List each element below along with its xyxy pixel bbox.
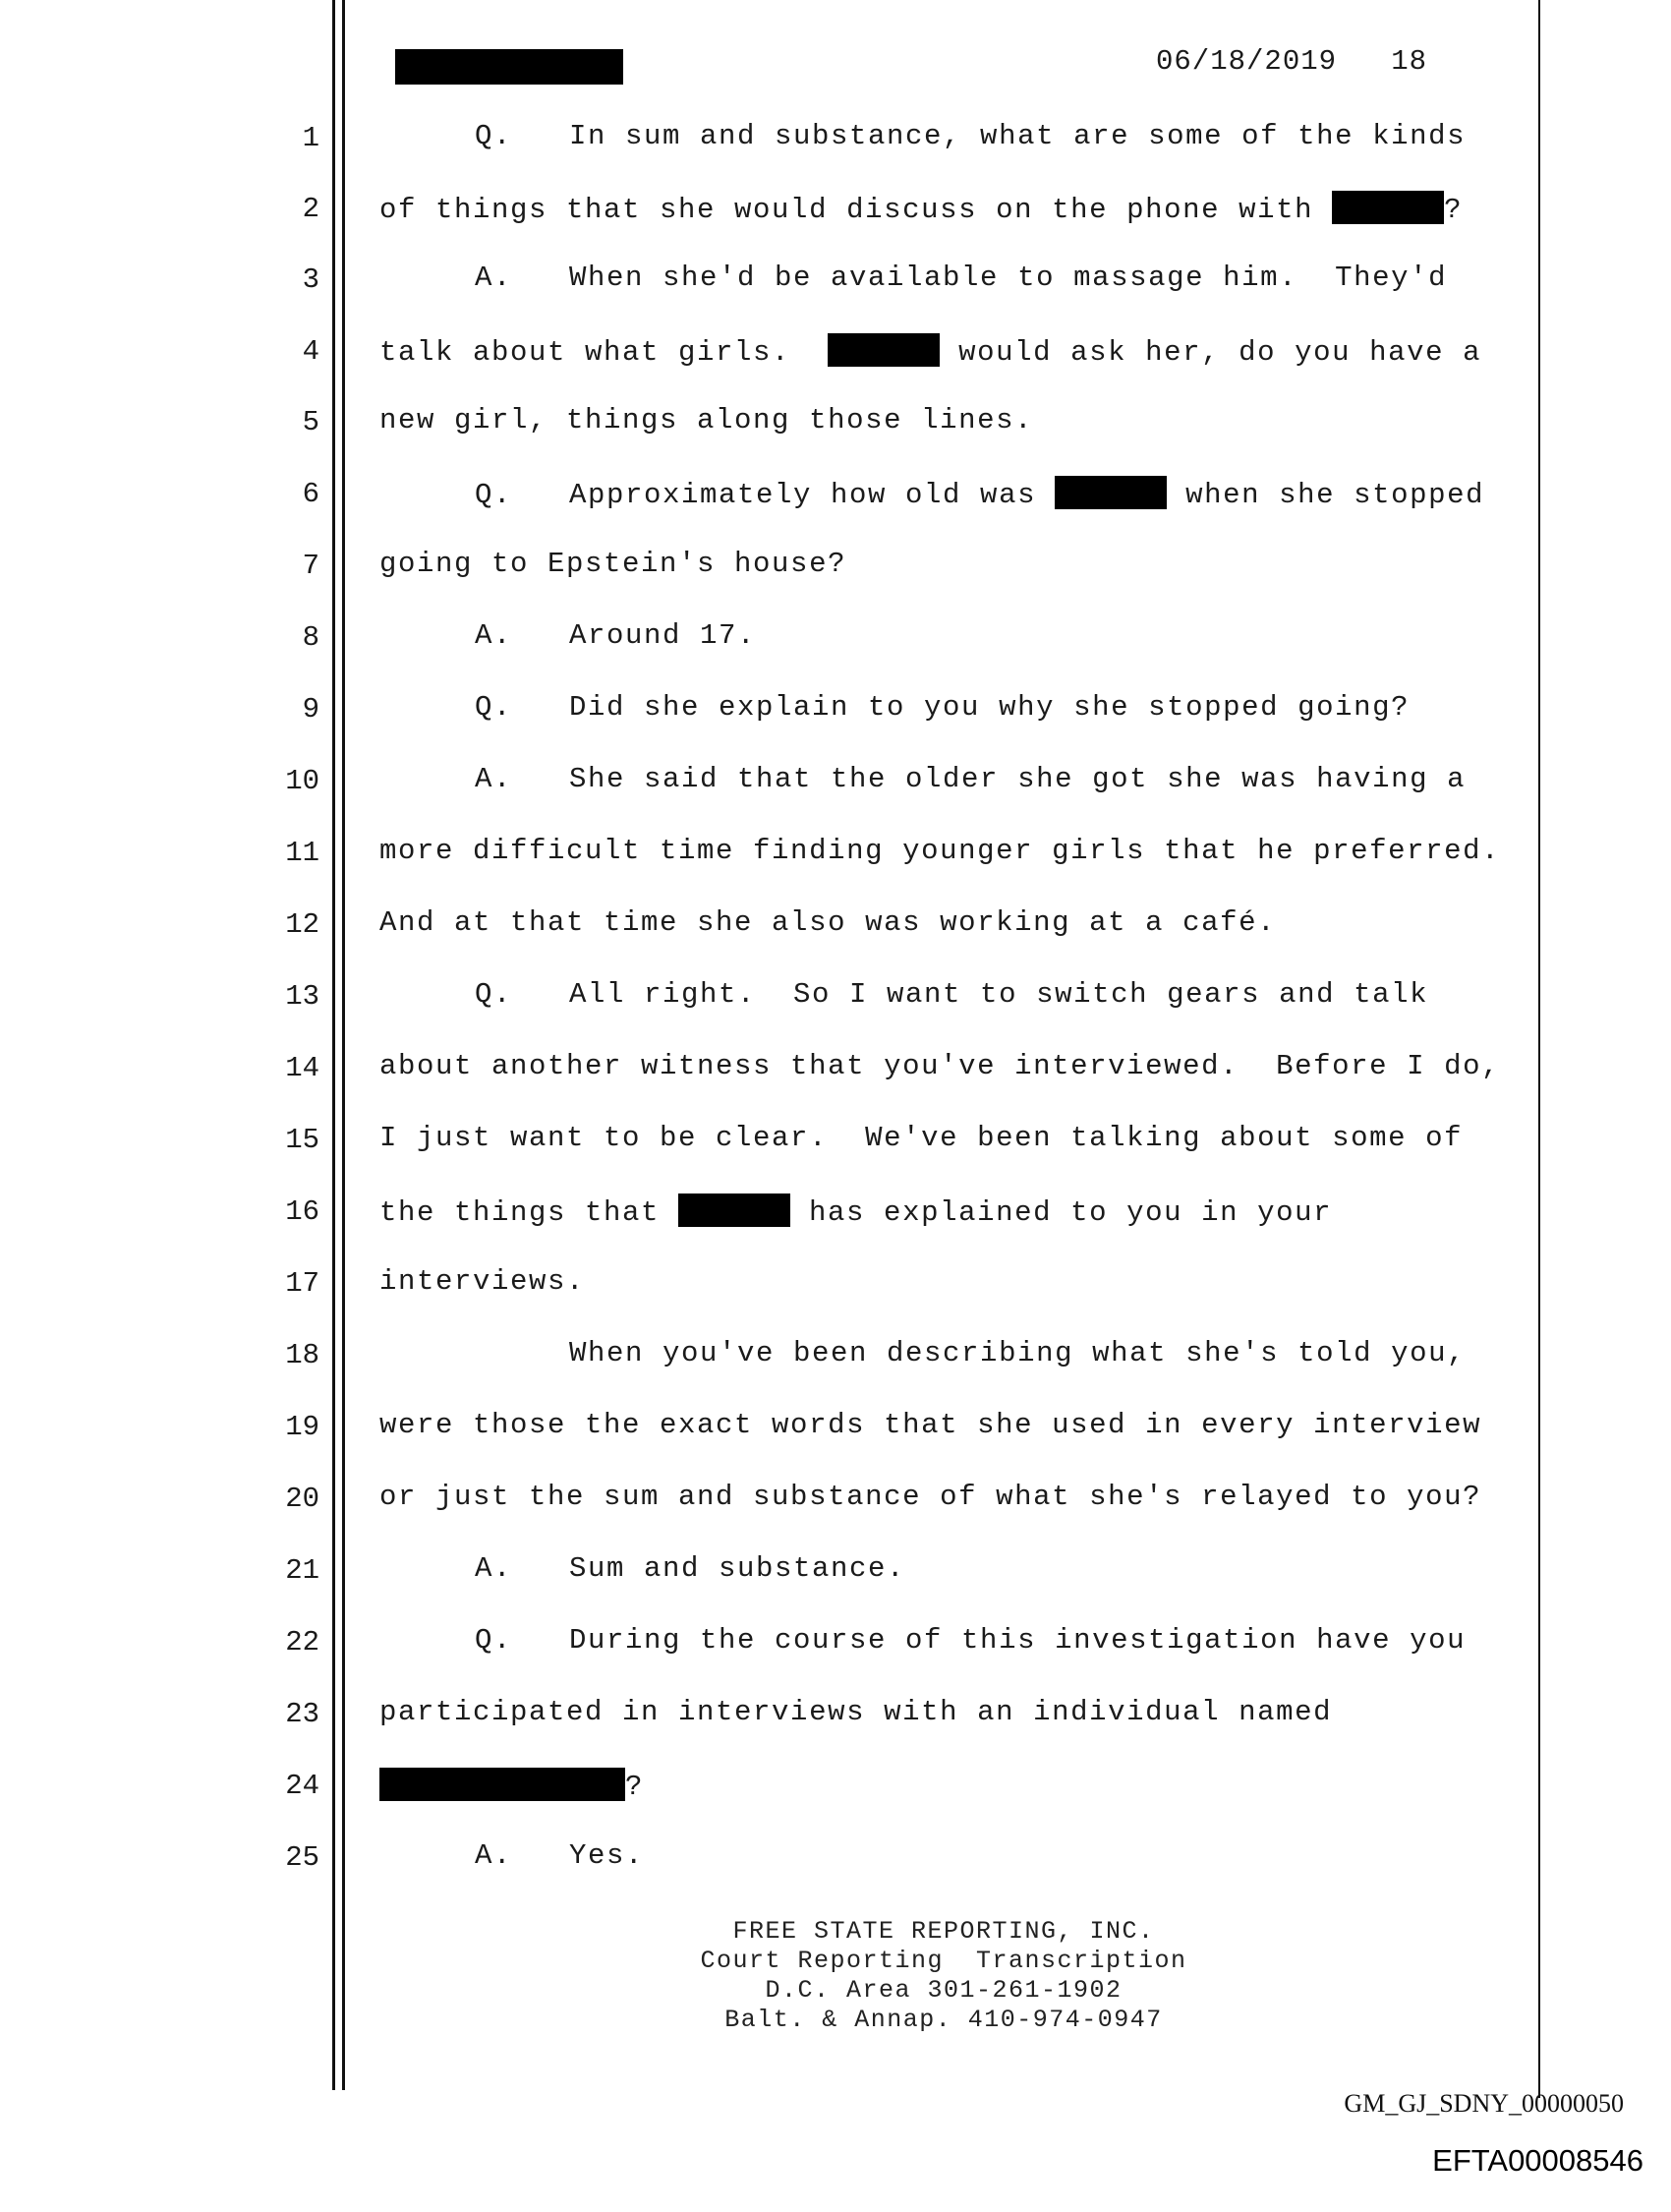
transcript-line [379, 262, 1447, 294]
transcript-line: going to Epstein's house? [379, 548, 847, 580]
line-number: 20 [285, 1483, 319, 1515]
speaker-label: Q. [475, 978, 513, 1011]
line-number: 13 [285, 980, 319, 1013]
transcript-line [379, 691, 1410, 724]
transcript-line [379, 1552, 905, 1585]
line-content: talk about what girls. [379, 336, 829, 369]
line-content: Sum and substance. [569, 1552, 906, 1585]
transcript-line: or just the sum and substance of what she's relayed to you? [379, 1481, 1482, 1513]
reporter-footer [590, 1917, 1297, 2035]
transcript-line: participated in interviews with an individual named [379, 1696, 1333, 1728]
speaker-label: Q. [475, 120, 513, 152]
transcript-line [379, 476, 1484, 511]
line-number: 25 [285, 1841, 319, 1874]
transcript-line: new girl, things along those lines. [379, 404, 1034, 437]
line-content: When she'd be available to massage him. They'd [569, 262, 1448, 294]
line-number: 1 [302, 122, 319, 154]
transcript-line [379, 1193, 1332, 1229]
speaker-label: Q. [475, 1624, 513, 1657]
line-number: 3 [302, 263, 319, 296]
transcript-line: were those the exact words that she used in every interview [379, 1409, 1482, 1441]
header-redaction-box [395, 49, 623, 85]
transcript-line [379, 1337, 1466, 1369]
transcript-line [379, 619, 756, 652]
line-number: 23 [285, 1698, 319, 1730]
line-number: 4 [302, 335, 319, 368]
line-number: 12 [285, 908, 319, 941]
speaker-label: A. [475, 763, 513, 795]
margin-rule-right [1538, 0, 1540, 2098]
line-number: 21 [285, 1554, 319, 1587]
line-number: 16 [285, 1195, 319, 1228]
line-content: Did she explain to you why she stopped going? [569, 691, 1411, 724]
line-content: All right. So I want to switch gears and talk [569, 978, 1429, 1011]
transcript-line: interviews. [379, 1265, 586, 1298]
line-number: 17 [285, 1267, 319, 1300]
bates-number: GM_GJ_SDNY_00000050 [1344, 2089, 1624, 2118]
line-content: ? [1444, 194, 1464, 226]
transcript-line: I just want to be clear. We've been talking about some of [379, 1122, 1464, 1154]
line-content: When you've been describing what she's told you, [569, 1337, 1467, 1369]
transcript-line [379, 978, 1428, 1011]
line-number: 5 [302, 406, 319, 438]
transcript-line [379, 1624, 1466, 1657]
transcript-line [379, 191, 1463, 226]
line-content: During the course of this investigation have you [569, 1624, 1467, 1657]
line-content: has explained to you in your [790, 1196, 1333, 1229]
speaker-label: Q. [475, 691, 513, 724]
line-number: 9 [302, 693, 319, 726]
line-number: 7 [302, 550, 319, 582]
line-content: when she stopped [1167, 479, 1485, 511]
margin-rule-left-inner [342, 0, 345, 2090]
transcript-line [379, 763, 1466, 795]
speaker-label: A. [475, 619, 513, 652]
transcript-line: about another witness that you've interviewed. Before I do, [379, 1050, 1501, 1082]
line-content: Yes. [569, 1839, 645, 1872]
transcript-line [379, 1839, 644, 1872]
line-number: 11 [285, 837, 319, 869]
footer-balt-phone: Balt. & Annap. 410-974-0947 [724, 2006, 1163, 2034]
footer-dc-phone: D.C. Area 301-261-1902 [765, 1976, 1123, 2005]
line-content: Around 17. [569, 619, 757, 652]
transcript-line: And at that time she also was working at a café. [379, 906, 1277, 939]
line-number: 2 [302, 193, 319, 225]
line-number: 24 [285, 1770, 319, 1802]
line-number: 10 [285, 765, 319, 797]
line-number: 18 [285, 1339, 319, 1371]
speaker-label: A. [475, 262, 513, 294]
line-number: 8 [302, 621, 319, 654]
redaction-box [828, 333, 940, 367]
line-content: ? [625, 1771, 645, 1803]
redaction-box [1055, 476, 1167, 509]
line-number: 15 [285, 1124, 319, 1156]
line-number: 14 [285, 1052, 319, 1084]
footer-services: Court Reporting Transcription [700, 1947, 1187, 1975]
header-date-page: 06/18/2019 18 [1156, 45, 1428, 78]
footer-company: FREE STATE REPORTING, INC. [732, 1917, 1155, 1946]
line-content: of things that she would discuss on the phone with [379, 194, 1333, 226]
line-number: 6 [302, 478, 319, 510]
efta-number: EFTA00008546 [1432, 2143, 1643, 2178]
line-content: the things that [379, 1196, 679, 1229]
transcript-line [379, 1768, 644, 1803]
transcript-line: more difficult time finding younger girls that he preferred. [379, 835, 1501, 867]
redaction-box [678, 1193, 790, 1227]
transcript-line [379, 120, 1466, 152]
line-content: Approximately how old was [569, 479, 1056, 511]
transcript-line [379, 333, 1481, 369]
line-number: 19 [285, 1411, 319, 1443]
line-number: 22 [285, 1626, 319, 1659]
redaction-box [379, 1768, 625, 1801]
line-content: In sum and substance, what are some of the kinds [569, 120, 1467, 152]
speaker-label: A. [475, 1839, 513, 1872]
margin-rule-left-outer [332, 0, 335, 2090]
redaction-box [1332, 191, 1444, 224]
speaker-label: A. [475, 1552, 513, 1585]
line-content: She said that the older she got she was having a [569, 763, 1467, 795]
speaker-label: Q. [475, 479, 513, 511]
line-content: would ask her, do you have a [940, 336, 1482, 369]
